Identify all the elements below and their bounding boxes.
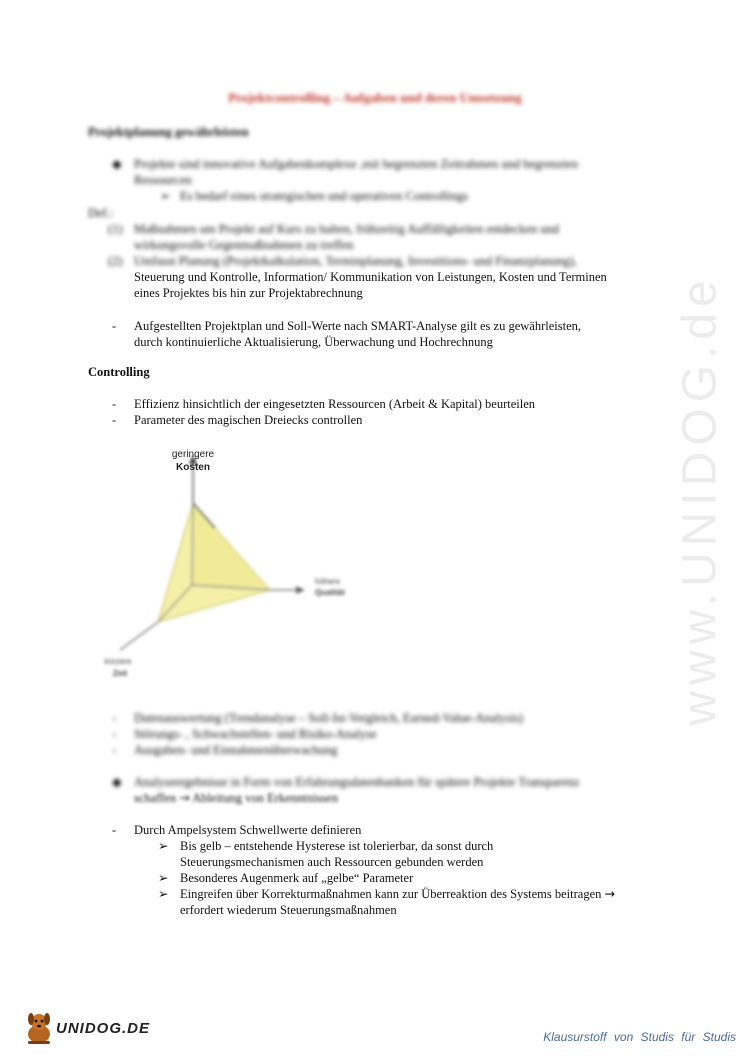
bullet2-schaffen: schaffen bbox=[134, 791, 177, 805]
section-heading-planning: Projektplanung gewährleisten bbox=[88, 125, 249, 139]
bullet1-line1: Projekte sind innovative Aufgabenkomplexe ,mit begrenzten Zeitrahmen und begrenzten bbox=[134, 157, 578, 171]
def2-number: (2) bbox=[108, 254, 123, 268]
def1-number: (1) bbox=[108, 222, 123, 236]
dash-bullet: - bbox=[112, 823, 117, 837]
definition-label: Def.: bbox=[88, 206, 114, 220]
def2-line1: Umfasst Planung (Projektkalkulation, Terminplanung, Investitions- und Finanzplanung), bbox=[134, 254, 577, 268]
diamond-bullet-icon: ◆ bbox=[112, 156, 122, 171]
smart-line2: durch kontinuierliche Aktualisierung, Überwachung und Hochrechnung bbox=[134, 335, 493, 349]
arrowhead-bullet-icon: ➢ bbox=[158, 886, 169, 901]
triangle-body bbox=[120, 455, 305, 650]
arrowhead-bullet-icon: ➢ bbox=[158, 870, 169, 885]
def2-line3: eines Projektes bis hin zur Projektabrechnung bbox=[134, 286, 363, 300]
bullet1-line2: Ressourcen bbox=[134, 173, 192, 187]
list-item: Datenauswertung (Trendanalyse – Soll-Ist-Vergleich, Earned-Value-Analysis) bbox=[134, 711, 524, 725]
list-item: Ausgaben- und Einnahmenüberwachung bbox=[134, 743, 338, 757]
dash-bullet: - bbox=[112, 711, 117, 725]
right-arrow-icon: → bbox=[179, 790, 190, 805]
arrowhead-bullet-icon: ➢ bbox=[160, 188, 171, 203]
label-kosten: Kosten bbox=[176, 462, 210, 473]
dash-bullet: - bbox=[112, 413, 117, 427]
dash-bullet: - bbox=[112, 319, 117, 333]
efficiency-line: Effizienz hinsichtlich der eingesetzten Ressourcen (Arbeit & Kapital) beurteilen bbox=[134, 397, 536, 411]
def1-line1: Maßnahmen um Projekt auf Kurs zu halten, frühzeitig Auffälligkeiten entdecken und bbox=[134, 222, 559, 236]
diamond-bullet-icon: ◆ bbox=[112, 774, 122, 789]
bullet2-line1: Analyseergebnisse in Form von Erfahrungsdatenbanken für spätere Projekte Transparenz bbox=[134, 775, 580, 789]
sub3-line2: erfordert wiederum Steuerungsmaßnahmen bbox=[180, 903, 397, 917]
footer-tagline: Klausurstoff von Studis für Studis bbox=[543, 1030, 736, 1044]
page-title: Projektcontrolling – Aufgaben und deren Umsetzung bbox=[228, 90, 522, 105]
def1-line2: wirkungsvolle Gegenmaßnahmen zu treffen bbox=[134, 238, 354, 252]
watermark: www.UNIDOG.de bbox=[673, 274, 727, 726]
dash-bullet: - bbox=[112, 743, 117, 757]
dash-bullet: - bbox=[112, 397, 117, 411]
label-qualitaet-small: höhere bbox=[315, 577, 340, 586]
right-arrow-icon: → bbox=[604, 886, 615, 901]
sub2-line: Besonderes Augenmerk auf „gelbe“ Parameter bbox=[180, 871, 414, 885]
section-heading-controlling: Controlling bbox=[88, 365, 150, 379]
bullet1-sub: Es bedarf eines strategischen und operativen Controllings bbox=[180, 189, 469, 203]
triangle-line: Parameter des magischen Dreiecks controllen bbox=[134, 413, 363, 427]
sub1-line1: Bis gelb – entstehende Hysterese ist tolerierbar, da sonst durch bbox=[180, 839, 494, 853]
traffic-light-line: Durch Ampelsystem Schwellwerte definieren bbox=[134, 823, 362, 837]
arrowhead-bullet-icon: ➢ bbox=[158, 838, 169, 853]
list-item: Störungs- , Schwachstellen- und Risiko-Analyse bbox=[134, 727, 377, 741]
bullet2-line2 bbox=[134, 790, 338, 806]
label-zeit: Zeit bbox=[112, 669, 128, 678]
magic-triangle-diagram bbox=[100, 440, 380, 690]
bullet2-derivation: Ableitung von Erkenntnissen bbox=[192, 791, 338, 805]
dash-bullet: - bbox=[112, 727, 117, 741]
dog-icon bbox=[22, 1010, 56, 1046]
sub1-line2: Steuerungsmechanismen auch Ressourcen gebunden werden bbox=[180, 855, 484, 869]
sub3-text: Eingreifen über Korrekturmaßnahmen kann zur Überreaktion des Systems beitragen bbox=[180, 887, 602, 901]
label-kosten-small: geringere bbox=[171, 449, 215, 460]
smart-line1: Aufgestellten Projektplan und Soll-Werte nach SMART-Analyse gilt es zu gewährleisten, bbox=[134, 319, 581, 333]
sub3-line1 bbox=[180, 886, 615, 902]
unidog-logo[interactable] bbox=[22, 1010, 162, 1050]
logo-text: UNIDOG.DE bbox=[56, 1020, 151, 1037]
label-qualitaet: Qualität bbox=[315, 588, 345, 597]
def2-line2: Steuerung und Kontrolle, Information/ Kommunikation von Leistungen, Kosten und Terminen bbox=[134, 270, 607, 284]
label-zeit-small: kürzere bbox=[104, 657, 132, 666]
